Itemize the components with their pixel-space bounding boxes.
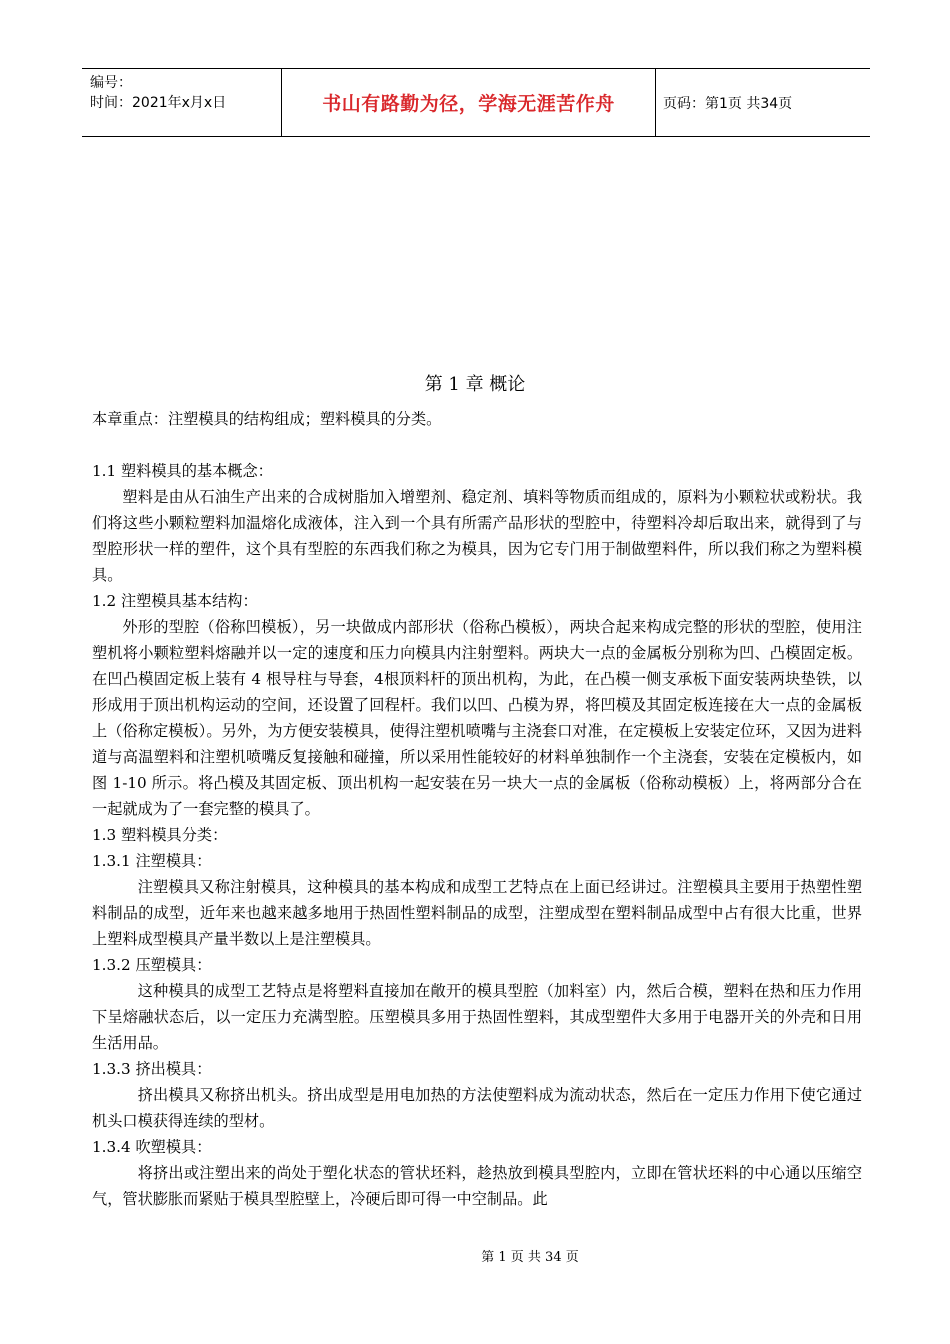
section-heading-1-3-4: 1.3.4 吹塑模具： bbox=[92, 1138, 212, 1156]
section-heading-1-3: 1.3 塑料模具分类： bbox=[92, 826, 228, 844]
chapter-focus: 本章重点：注塑模具的结构组成；塑料模具的分类。 bbox=[92, 410, 442, 428]
section-heading-1-3-3: 1.3.3 挤出模具： bbox=[92, 1060, 212, 1078]
paragraph-1-3-1: 注塑模具又称注射模具，这种模具的基本构成和成型工艺特点在上面已经讲过。注塑模具主要用于热塑性塑料制品的成型，近年来也越来越多地用于热固性塑料制品的成型，注塑成型在塑料制品成型中占有很大比重，世界上塑料成型模具产量半数以上是注塑模具。 bbox=[92, 878, 862, 948]
paragraph-1-3-3: 挤出模具又称挤出机头。挤出成型是用电加热的方法使塑料成为流动状态，然后在一定压力作用下使它通过机头口模获得连续的型材。 bbox=[92, 1086, 862, 1130]
header-date-label: 时间：2021年x月x日 bbox=[90, 95, 227, 111]
section-heading-1-3-2: 1.3.2 压塑模具： bbox=[92, 956, 212, 974]
section-heading-1-1: 1.1 塑料模具的基本概念： bbox=[92, 462, 273, 480]
header-motto-cell bbox=[281, 69, 656, 136]
paragraph-1-3-2: 这种模具的成型工艺特点是将塑料直接加在敞开的模具型腔（加料室）内，然后合模，塑料在热和压力作用下呈熔融状态后，以一定压力充满型腔。压塑模具多用于热固性塑料，其成型塑件大多用于电器开关的外壳和日用生活用品。 bbox=[92, 982, 862, 1052]
document-header bbox=[82, 68, 870, 137]
header-number-label: 编号： bbox=[90, 75, 132, 91]
paragraph-1-3-4: 将挤出或注塑出来的尚处于塑化状态的管状坯料，趁热放到模具型腔内，立即在管状坯料的中心通以压缩空气，管状膨胀而紧贴于模具型腔壁上，冷硬后即可得一中空制品。此 bbox=[92, 1164, 862, 1208]
header-page-info: 页码：第1页 共34页 bbox=[663, 95, 793, 112]
header-meta bbox=[82, 69, 281, 136]
spacer bbox=[92, 432, 862, 458]
paragraph-1-2: 外形的型腔（俗称凹模板），另一块做成内部形状（俗称凸模板），两块合起来构成完整的形状的型腔，使用注塑机将小颗粒塑料熔融并以一定的速度和压力向模具内注射塑料。两块大一点的金属板分别称为凹、凸模固定板。在凹凸模固定板上装有 4 根导柱与导套，4根顶料杆的顶出机构，为此，在凸模一侧支承板下面安装两块垫铁，以形成用于顶出机构运动的空间，还设置了回程杆。我们以凹、凸模为界，将凹模及其固定板连接在大一点的金属板上（俗称定模板）。另外，为方便安装模具，使得注塑机喷嘴与主浇套口对准，在定模板上安装定位环，又因为进料道与高温塑料和注塑机喷嘴反复接触和碰撞，所以采用性能较好的材料单独制作一个主浇套，安装在定模板内，如图 1-10 所示。将凸模及其固定板、顶出机构一起安装在另一块大一点的金属板（俗称动模板）上，将两部分合在一起就成为了一套完整的模具了。 bbox=[92, 618, 862, 818]
page-footer: 第 1 页 共 34 页 bbox=[481, 1250, 579, 1265]
chapter-title: 第 1 章 概论 bbox=[424, 374, 526, 395]
section-heading-1-2: 1.2 注塑模具基本结构： bbox=[92, 592, 258, 610]
document-body bbox=[92, 406, 862, 1212]
section-heading-1-3-1: 1.3.1 注塑模具： bbox=[92, 852, 212, 870]
paragraph-1-1: 塑料是由从石油生产出来的合成树脂加入增塑剂、稳定剂、填料等物质而组成的，原料为小颗粒状或粉状。我们将这些小颗粒塑料加温熔化成液体，注入到一个具有所需产品形状的型腔中，待塑料冷却后取出来，就得到了与型腔形状一样的塑件，这个具有型腔的东西我们称之为模具，因为它专门用于制做塑料件，所以我们称之为塑料模具。 bbox=[92, 488, 862, 584]
header-motto: 书山有路勤为径，学海无涯苦作舟 bbox=[322, 93, 615, 115]
